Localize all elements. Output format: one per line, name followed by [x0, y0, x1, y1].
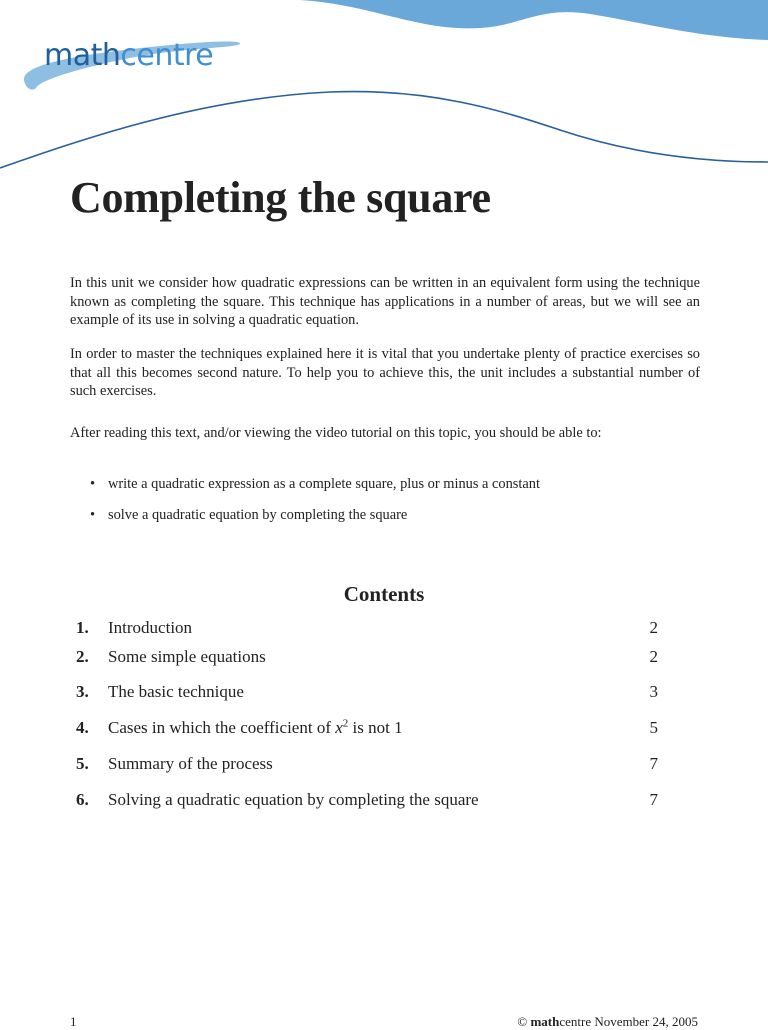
objectives-list — [90, 475, 540, 537]
toc-item-solving-quadratic[interactable] — [76, 790, 658, 814]
toc-label-after: is not 1 — [348, 718, 403, 737]
toc-page-number: 2 — [649, 618, 658, 637]
list-item — [90, 506, 540, 537]
list-item — [90, 475, 540, 506]
toc-page-number: 5 — [649, 718, 658, 737]
footer-brand-math: math — [530, 1014, 560, 1029]
mathcentre-logo[interactable] — [44, 38, 213, 73]
toc-page-number: 3 — [649, 682, 658, 701]
toc-item-coefficient-cases[interactable] — [76, 718, 658, 742]
logo-centre-text: centre — [120, 38, 214, 73]
toc-label: Solving a quadratic equation by completing the square — [108, 790, 479, 809]
toc-item-simple-equations[interactable] — [76, 647, 658, 671]
objective-text: solve a quadratic equation by completing the square — [108, 507, 408, 523]
logo-math-text: math — [44, 38, 121, 73]
toc-item-summary[interactable] — [76, 754, 658, 778]
toc-label: Introduction — [108, 618, 193, 637]
toc-label — [108, 718, 403, 738]
page-footer — [0, 1012, 768, 1029]
toc-label: Summary of the process — [108, 754, 273, 773]
page-title: Completing the square — [70, 173, 491, 222]
exponent: 2 — [342, 717, 349, 730]
bullet-icon: • — [90, 507, 96, 523]
intro-paragraph-1: In this unit we consider how quadratic expressions can be written in an equivalent form using the technique known as completing the square. This technique has applications in a number of areas, but we will see an example of its use in solving a quadratic equation. — [70, 275, 700, 329]
toc-number: 2. — [76, 647, 89, 666]
toc-item-basic-technique[interactable] — [76, 682, 658, 706]
intro-paragraph-3: After reading this text, and/or viewing the video tutorial on this topic, you should be able to: — [70, 425, 602, 441]
toc-page-number: 7 — [649, 754, 658, 773]
toc-number: 6. — [76, 790, 89, 809]
toc-number: 1. — [76, 618, 89, 637]
toc-number: 3. — [76, 682, 89, 701]
toc-page-number: 7 — [649, 790, 658, 809]
bullet-icon: • — [90, 476, 96, 492]
header-wave-graphic — [0, 0, 768, 200]
toc-label-before: Cases in which the coefficient of — [108, 718, 336, 737]
toc-label: Some simple equations — [108, 647, 266, 666]
footer-copyright — [517, 1014, 698, 1030]
contents-heading: Contents — [343, 582, 425, 606]
footer-page-number: 1 — [70, 1014, 77, 1029]
footer-brand-centre: centre — [559, 1014, 592, 1029]
objective-text: write a quadratic expression as a complete square, plus or minus a constant — [108, 476, 540, 492]
toc-page-number: 2 — [649, 647, 658, 666]
toc-number: 5. — [76, 754, 89, 773]
copyright-icon: © — [517, 1014, 528, 1029]
footer-date: November 24, 2005 — [591, 1014, 698, 1029]
toc-label: The basic technique — [108, 682, 244, 701]
toc-number: 4. — [76, 718, 89, 737]
variable-x: x — [335, 718, 343, 737]
intro-paragraph-2: In order to master the techniques explained here it is vital that you undertake plenty of practice exercises so that all this becomes second nature. To help you to achieve this, the unit includes a substantial number of such exercises. — [70, 346, 700, 400]
toc-item-introduction[interactable] — [76, 618, 658, 642]
